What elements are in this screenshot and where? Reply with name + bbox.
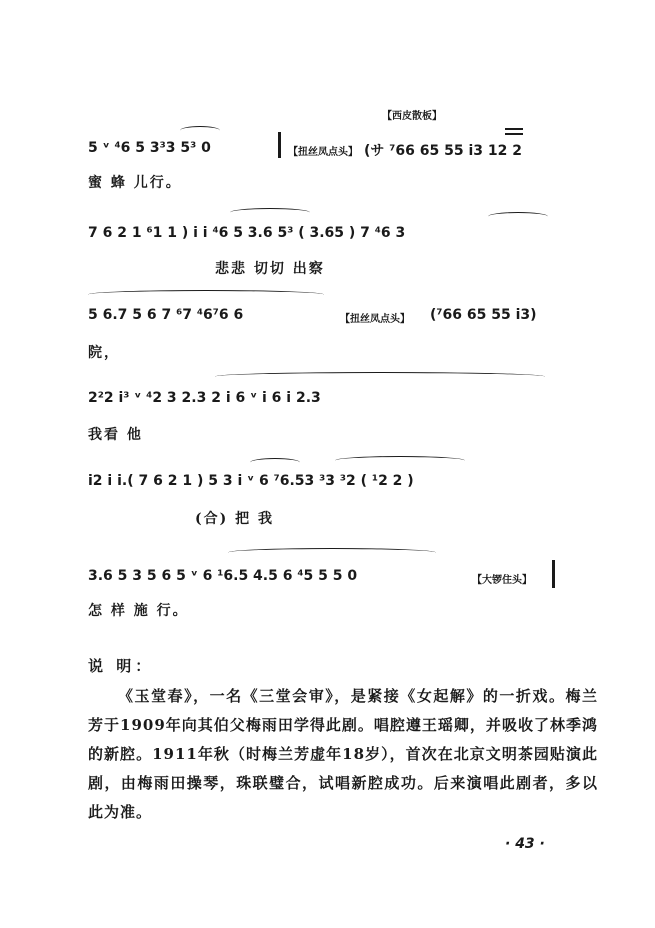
notation-row-3b: (⁷66 65 55 i3)	[430, 307, 537, 323]
slur-long	[228, 548, 436, 557]
ornament-mark	[505, 128, 523, 130]
percussion-tag-3: 【大锣住头】	[472, 575, 532, 586]
notation-row-5: i2 i i.( 7 6 2 1 ) 5 3 i ᵛ 6 ⁷6.53 ³3 ³2 ( ¹2 2 )	[88, 473, 414, 489]
slur-long	[88, 290, 324, 299]
lyric-row-3: 院，	[88, 345, 120, 361]
percussion-tag-1: 【扭丝凤点头】	[288, 147, 358, 158]
slur	[230, 208, 310, 217]
notation-row-1b: (サ ⁷66 65 55 i3 12 2	[364, 143, 522, 159]
slur	[180, 126, 220, 135]
notation-row-1a: 5 ᵛ ⁴6 5 3³3 5³ 0	[88, 140, 211, 156]
notes-paragraph: 《玉堂春》，一名《三堂会审》，是紧接《女起解》的一折戏。梅兰芳于1909年向其伯父梅雨田学得此剧。唱腔遵王瑶卿，并吸收了林季鸿的新腔。1911年秋（时梅兰芳虚年18岁），首次在北京文明茶园贴演此剧，由梅雨田操琴，珠联璧合，试唱新腔成功。后来演唱此剧者，多以此为准。	[88, 687, 598, 821]
slur	[250, 458, 300, 467]
final-barline	[552, 560, 555, 588]
percussion-tag-2: 【扭丝凤点头】	[340, 314, 410, 325]
lyric-row-6: 怎 样 施 行。	[88, 603, 189, 619]
lyric-row-2: 悲悲 切切 出察	[215, 261, 325, 277]
ornament-mark	[505, 133, 523, 135]
double-barline	[278, 132, 281, 158]
notation-row-4: 2²2 i³ ᵛ ⁴2 3 2.3 2 i 6 ᵛ i 6 i 2.3	[88, 390, 321, 406]
lyric-row-5: (合) 把 我	[195, 511, 274, 527]
lyric-row-4: 我看 他	[88, 427, 143, 443]
slur	[335, 456, 465, 465]
slur	[488, 212, 548, 221]
notation-row-3a: 5 6.7 5 6 7 ⁶7 ⁴6⁷6 6	[88, 307, 244, 323]
tempo-tag: 【西皮散板】	[382, 111, 442, 122]
notation-row-6a: 3.6 5 3 5 6 5 ᵛ 6 ¹6.5 4.5 6 ⁴5 5 5 0	[88, 568, 358, 584]
notation-row-2: 7 6 2 1 ⁶1 1 ) i i ⁴6 5 3.6 5³ ( 3.65 ) 7 ⁴6 3	[88, 225, 406, 241]
slur-long	[215, 372, 545, 381]
notes-title: 说 明：	[88, 657, 155, 675]
lyric-row-1: 蜜 蜂 儿行。	[88, 175, 182, 191]
page-number: · 43 ·	[505, 836, 545, 852]
